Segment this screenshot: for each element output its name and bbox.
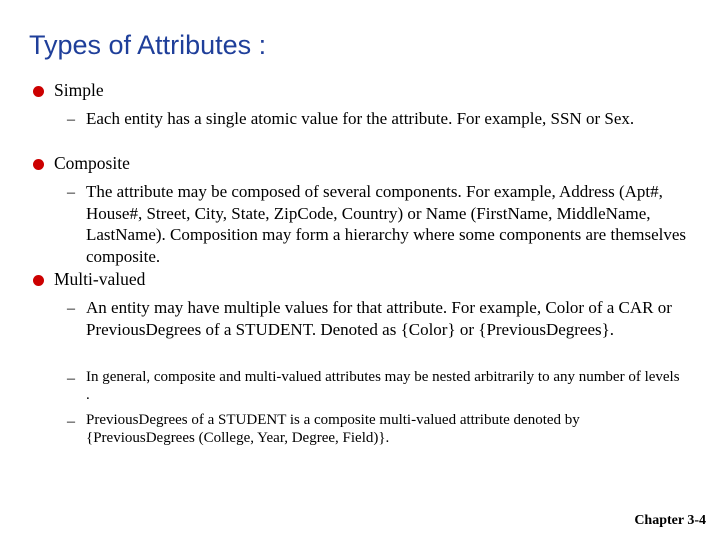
sub-composite-1: The attribute may be composed of several components. For example, Address (Apt#, House#, Street, City, State, ZipCode, Country) or Name (FirstName, MiddleName, LastName). Composition may form a hierarchy where some components are themselves composite. [86, 182, 687, 266]
bullet-dot [33, 86, 44, 97]
dash-marker: – [67, 413, 75, 430]
bullet-dot [33, 275, 44, 286]
sub-multi-valued-3: PreviousDegrees of a STUDENT is a composite multi-valued attribute denoted by {PreviousDegrees (College, Year, Degree, Field)}. [86, 412, 580, 446]
dash-marker: – [67, 111, 75, 128]
bullet-multi-valued: Multi-valued [54, 269, 146, 289]
bullet-dot [33, 159, 44, 170]
dash-marker: – [67, 370, 75, 387]
sub-multi-valued-1: An entity may have multiple values for that attribute. For example, Color of a CAR or PreviousDegrees of a STUDENT. Denoted as {Color} or {PreviousDegrees}. [86, 298, 672, 339]
slide-footer: Chapter 3-4 [634, 513, 706, 528]
sub-multi-valued-2: In general, composite and multi-valued attributes may be nested arbitrarily to any number of levels . [86, 369, 680, 403]
slide-title: Types of Attributes : [29, 30, 267, 60]
bullet-simple: Simple [54, 80, 104, 100]
dash-marker: – [67, 184, 75, 201]
dash-marker: – [67, 300, 75, 317]
bullet-composite: Composite [54, 153, 130, 173]
sub-simple-1: Each entity has a single atomic value for the attribute. For example, SSN or Sex. [86, 109, 635, 128]
